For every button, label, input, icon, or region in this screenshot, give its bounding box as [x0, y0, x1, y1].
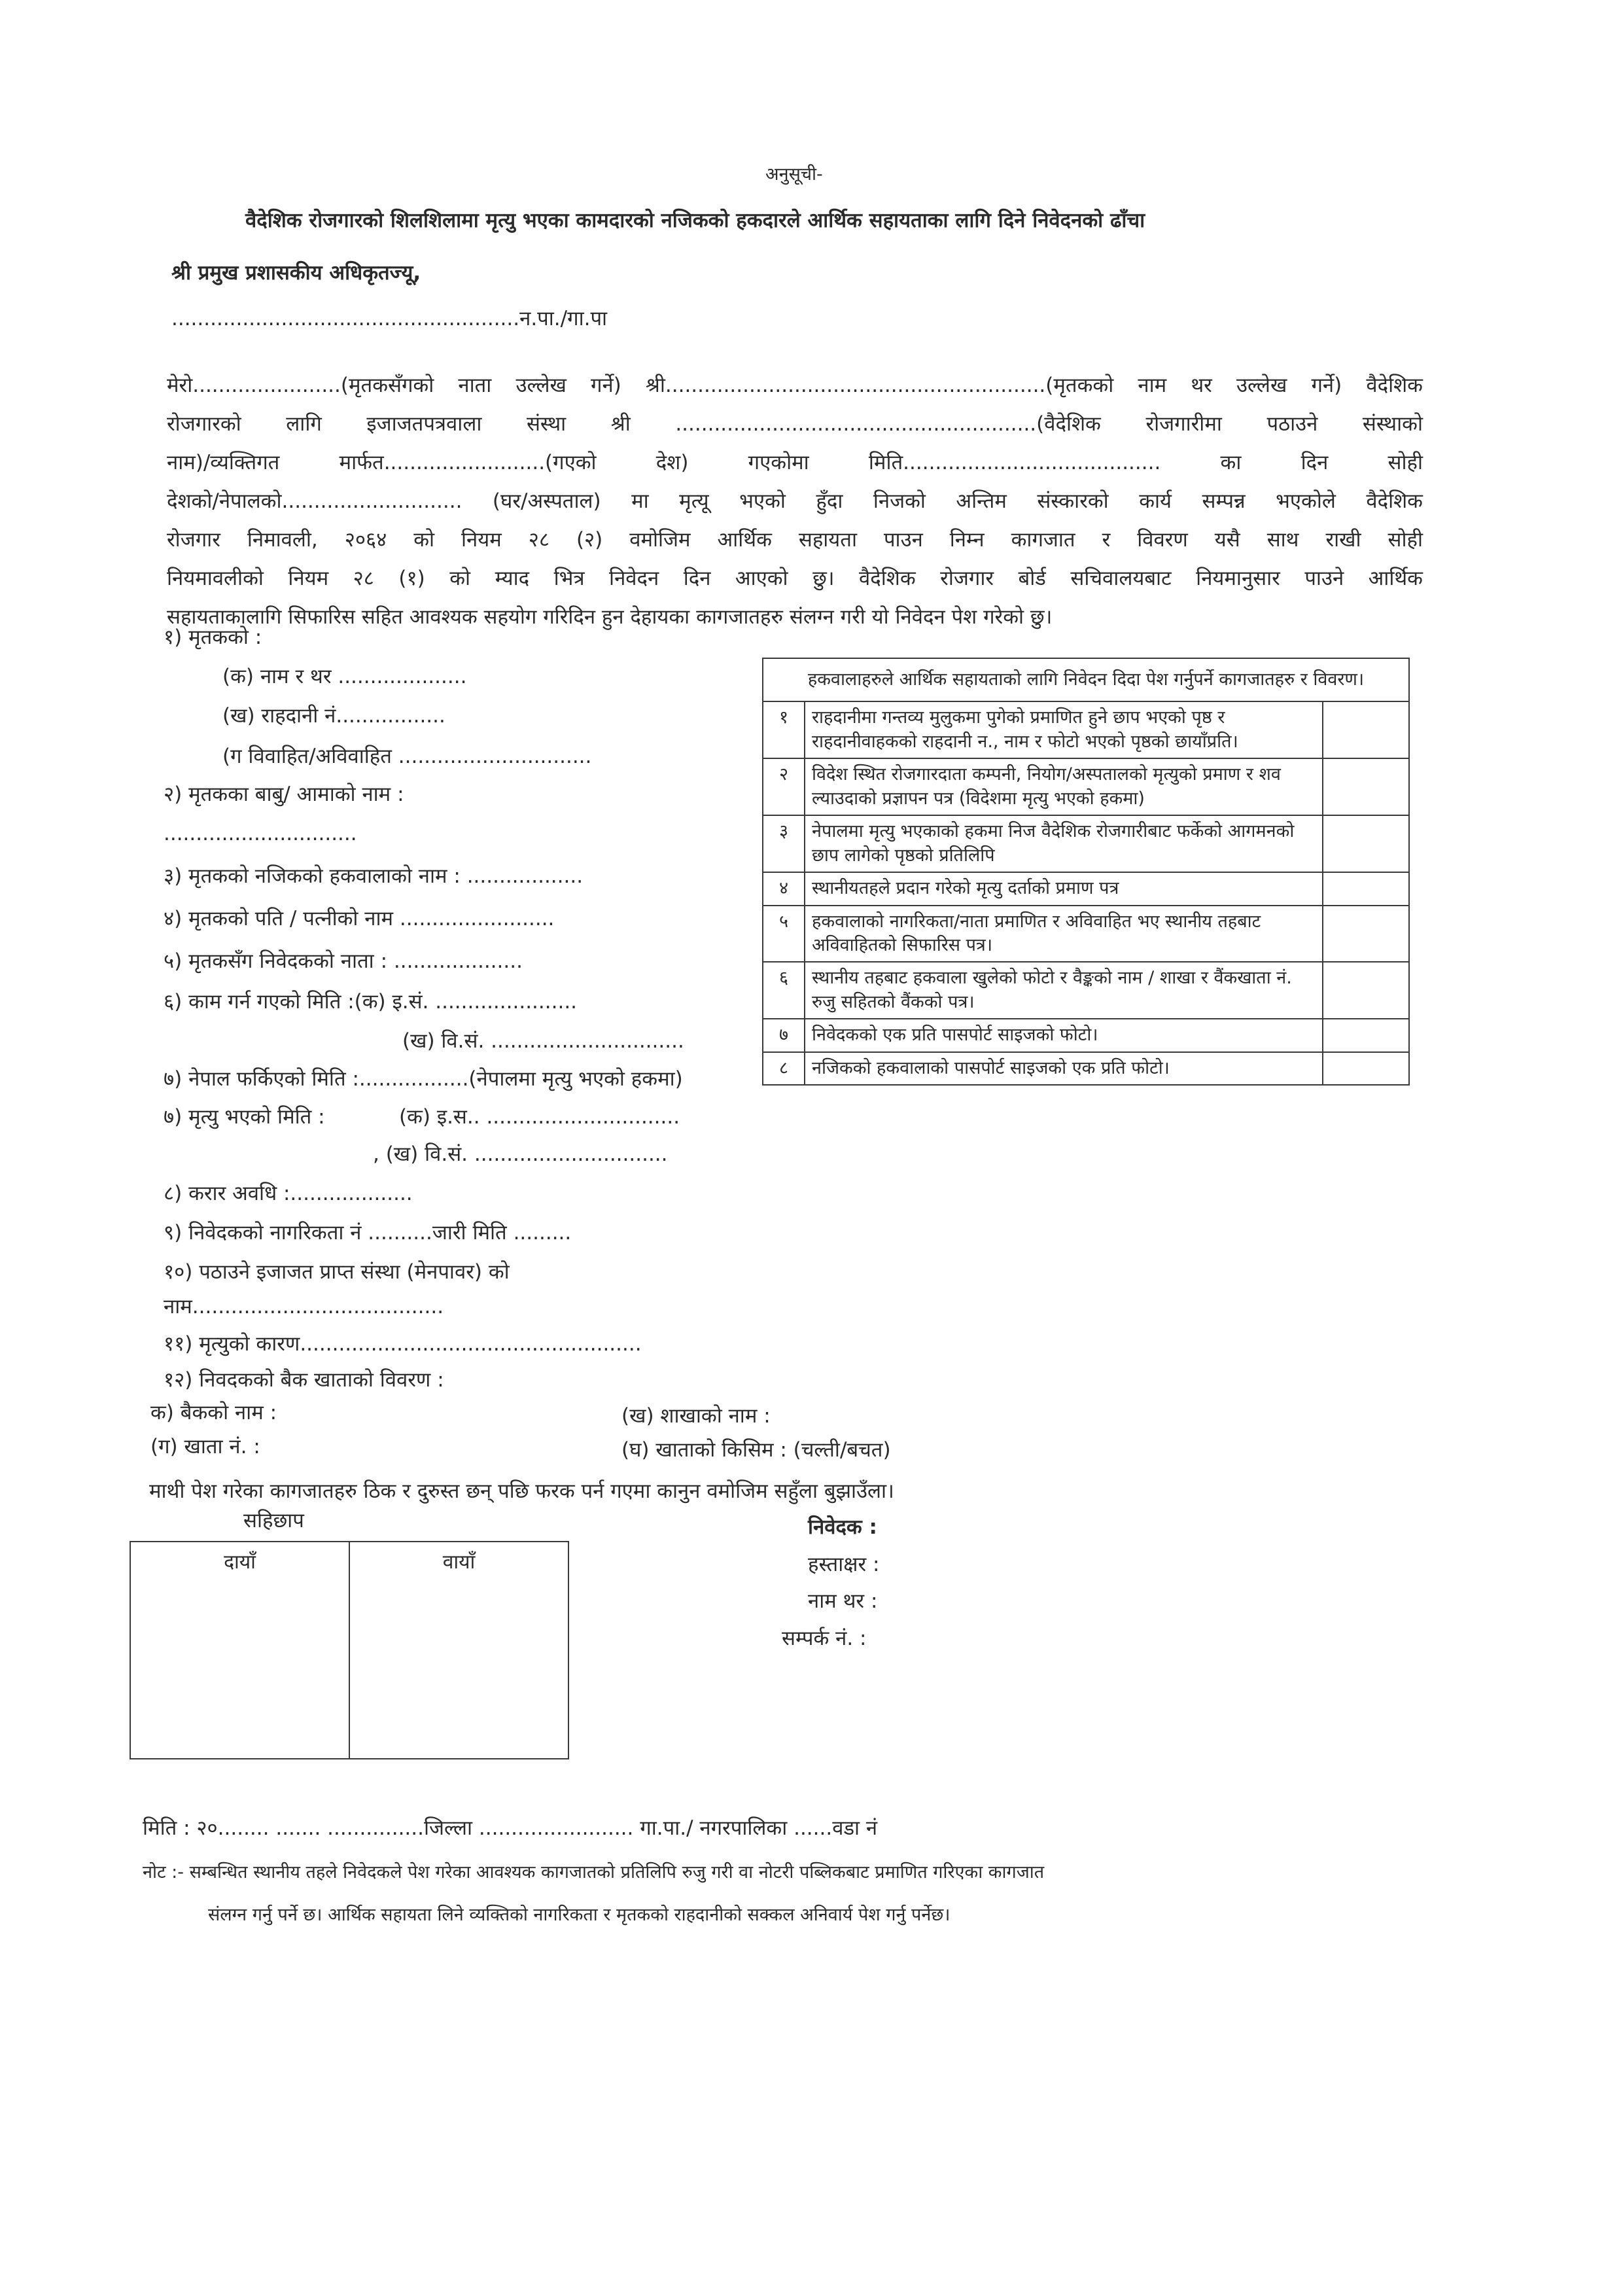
- thumbprint-left-label: वायाँ: [442, 1551, 476, 1574]
- table-row: [763, 872, 1409, 905]
- field-account-type: (घ) खाताको किसिम : (चल्ती/बचत): [621, 1438, 891, 1462]
- field-applicant-citizenship: ९) निवेदकको नागरिकता नं ..........जारी मिति .........: [164, 1221, 572, 1245]
- row-number: १: [763, 701, 805, 758]
- field-return-date: ७) नेपाल फर्किएको मिति :.................(नेपालमा मृत्यु भएको हकमा): [164, 1067, 683, 1091]
- note-line-1: नोट :- सम्बन्धित स्थानीय तहले निवेदकले पेश गरेका आवश्यक कागजातको प्रतिलिपि रुजु गरी वा नोटरी पब्लिकबाट प्रमाणित गरिएका कागजात: [143, 1862, 1045, 1882]
- annex-label: अनुसूची-: [765, 164, 823, 185]
- field-relation: ५) मृतकसँग निवेदकको नाता : ....................: [164, 949, 523, 973]
- row-check-cell: [1323, 1019, 1409, 1051]
- row-check-cell: [1323, 906, 1409, 963]
- table-header-row: [763, 658, 1409, 701]
- table-row: [763, 758, 1409, 815]
- field-passport-number: (ख) राहदानी नं.................: [222, 704, 445, 728]
- field-deceased: १) मृतकको :: [164, 626, 262, 649]
- row-text: हकवालाको नागरिकता/नाता प्रमाणित र अविवाहित भए स्थानीय तहबाट अविवाहितको सिफारिस पत्र।: [805, 906, 1323, 963]
- addressee-office: ......................................................न.पा./गा.पा: [171, 307, 608, 330]
- table-header: हकवालाहरुले आर्थिक सहायताको लागि निवेदन दिदा पेश गर्नुपर्ने कागजातहरु र विवरण।: [763, 658, 1409, 701]
- thumbprint-right-cell: [131, 1542, 350, 1758]
- field-death-date-ad: (क) इ.स.. ..............................: [399, 1105, 680, 1129]
- field-account-number: (ग) खाता नं. :: [150, 1435, 260, 1458]
- table-row: [763, 815, 1409, 872]
- row-number: ६: [763, 962, 805, 1019]
- field-next-of-kin: ३) मृतकको नजिकको हकवालाको नाम : ..................: [164, 864, 584, 888]
- field-marital-status: (ग विवाहित/अविवाहित ..............................: [222, 745, 592, 768]
- thumbprint-right-label: दायाँ: [224, 1551, 256, 1574]
- body-line-5: रोजगार निमावली, २०६४ को नियम २८ (२) वमोजिम आर्थिक सहायता पाउन निम्न कागजात र विवरण यसै साथ राखी सोही: [167, 528, 1423, 552]
- applicant-name: नाम थर :: [808, 1589, 878, 1613]
- body-line-4: देशको/नेपालको............................ (घर/अस्पताल) मा मृत्यू भएको हुँदा निजको अन्तिम संस्कारको कार्य सम्पन्न भएकोले वैदेशिक: [167, 489, 1423, 513]
- field-parents-name-dots: ..............................: [164, 822, 357, 845]
- row-check-cell: [1323, 872, 1409, 905]
- row-check-cell: [1323, 1052, 1409, 1085]
- field-death-date: ७) मृत्यु भएको मिति :: [164, 1105, 325, 1129]
- declaration-text: माथी पेश गरेका कागजातहरु ठिक र दुरुस्त छन् पछि फरक पर्न गएमा कानुन वमोजिम सहुँला बुझाउँला।: [149, 1479, 894, 1503]
- table-row: [763, 1052, 1409, 1085]
- body-line-7: सहायताकालागि सिफारिस सहित आवश्यक सहयोग गरिदिन हुन देहायका कागजातहरु संलग्न गरी यो निवेदन पेश गरेको छु।: [167, 605, 1053, 629]
- row-text: स्थानीय तहबाट हकवाला खुलेको फोटो र वैङ्कको नाम / शाखा र वैंकखाता नं. रुजु सहितको वैंकको पत्र।: [805, 962, 1323, 1019]
- row-text: निवेदकको एक प्रति पासपोर्ट साइजको फोटो।: [805, 1019, 1323, 1051]
- row-check-cell: [1323, 758, 1409, 815]
- field-departure-date-bs: (ख) वि.सं. ..............................: [402, 1029, 684, 1053]
- field-cause-of-death: ११) मृत्युको कारण.....................................................: [164, 1332, 642, 1356]
- row-check-cell: [1323, 962, 1409, 1019]
- row-text: राहदानीमा गन्तव्य मुलुकमा पुगेको प्रमाणित हुने छाप भएको पृष्ठ र राहदानीवाहकको राहदानी न., नाम र फोटो भएको पृष्ठको छायाँप्रति।: [805, 701, 1323, 758]
- row-check-cell: [1323, 815, 1409, 872]
- applicant-signature: हस्ताक्षर :: [808, 1553, 880, 1576]
- body-line-2: रोजगारको लागि इजाजतपत्रवाला संस्था श्री ........................................................(वैदेशिक रोजगारीमा पठाउने संस्थाको: [167, 412, 1423, 436]
- field-spouse-name: ४) मृतकको पति / पत्नीको नाम ........................: [164, 907, 555, 930]
- required-documents-table: [762, 658, 1410, 1086]
- row-text: नजिकको हकवालाको पासपोर्ट साइजको एक प्रति फोटो।: [805, 1052, 1323, 1085]
- page-title: वैदेशिक रोजगारको शिलशिलामा मृत्यु भएका कामदारको नजिकको हकदारले आर्थिक सहायताका लागि दिने निवेदनको ढाँचा: [245, 209, 1145, 232]
- row-number: ८: [763, 1052, 805, 1085]
- date-location-line: मिति : २०........ ....... ...............जिल्ला ........................ गा.पा./ नगरपालिका ......वडा नं: [143, 1816, 878, 1840]
- note-line-2: संलग्न गर्नु पर्ने छ। आर्थिक सहायता लिने व्यक्तिको नागरिकता र मृतकको राहदानीको सक्कल अनिवार्य पेश गर्नु पर्नेछ।: [208, 1905, 951, 1925]
- table-row: [763, 1019, 1409, 1051]
- table-row: [763, 962, 1409, 1019]
- row-number: ४: [763, 872, 805, 905]
- field-bank-name: क) बैकको नाम :: [150, 1401, 277, 1424]
- field-bank-details: १२) निवदकको बैक खाताको विवरण :: [164, 1368, 444, 1392]
- thumbprint-box: [130, 1541, 569, 1759]
- field-manpower-agency: १०) पठाउने इजाजत प्राप्त संस्था (मेनपावर) को: [164, 1260, 510, 1284]
- body-line-6: नियमावलीको नियम २८ (१) को म्याद भित्र निवेदन दिन आएको छु। वैदेशिक रोजगार बोर्ड सचिवालयबाट नियमानुसार पाउने आर्थिक: [167, 567, 1423, 590]
- row-number: ७: [763, 1019, 805, 1051]
- applicant-contact: सम्पर्क नं. :: [782, 1627, 867, 1650]
- row-number: ३: [763, 815, 805, 872]
- field-departure-date-ad: ६) काम गर्न गएको मिति :(क) इ.सं. ......................: [164, 990, 578, 1014]
- field-deceased-name: (क) नाम र थर ....................: [222, 665, 467, 688]
- body-line-1: मेरो.......................(मृतकसँगको नाता उल्लेख गर्ने) श्री...........................................................(मृतकको नाम थर उल्लेख गर्ने) वैदेशिक: [167, 374, 1423, 397]
- thumbprint-label: सहिछाप: [243, 1509, 304, 1532]
- table-row: [763, 906, 1409, 963]
- row-text: स्थानीयतहले प्रदान गरेको मृत्यु दर्ताको प्रमाण पत्र: [805, 872, 1323, 905]
- field-manpower-agency-name: नाम.......................................: [164, 1295, 444, 1318]
- field-contract-period: ८) करार अवधि :...................: [164, 1182, 413, 1205]
- thumbprint-left-cell: [350, 1542, 568, 1758]
- row-check-cell: [1323, 701, 1409, 758]
- row-text: नेपालमा मृत्यु भएकाको हकमा निज वैदेशिक रोजगारीबाट फर्केको आगमनको छाप लागेको पृष्ठको प्रतिलिपि: [805, 815, 1323, 872]
- row-number: २: [763, 758, 805, 815]
- field-branch-name: (ख) शाखाको नाम :: [621, 1404, 771, 1428]
- addressee-title: श्री प्रमुख प्रशासकीय अधिकृतज्यू,: [171, 261, 421, 285]
- body-line-3: नाम)/व्यक्तिगत मार्फत.........................(गएको देश) गएकोमा मिति........................................ का दिन सोही: [167, 451, 1423, 474]
- field-death-date-bs: , (ख) वि.सं. ..............................: [373, 1142, 668, 1166]
- field-parents-name: २) मृतकका बाबु/ आमाको नाम :: [164, 783, 404, 806]
- table-row: [763, 701, 1409, 758]
- row-number: ५: [763, 906, 805, 963]
- applicant-title: निवेदक :: [808, 1515, 877, 1539]
- row-text: विदेश स्थित रोजगारदाता कम्पनी, नियोग/अस्पतालको मृत्युको प्रमाण र शव ल्याउदाको प्रज्ञापन पत्र (विदेशमा मृत्यु भएको हकमा): [805, 758, 1323, 815]
